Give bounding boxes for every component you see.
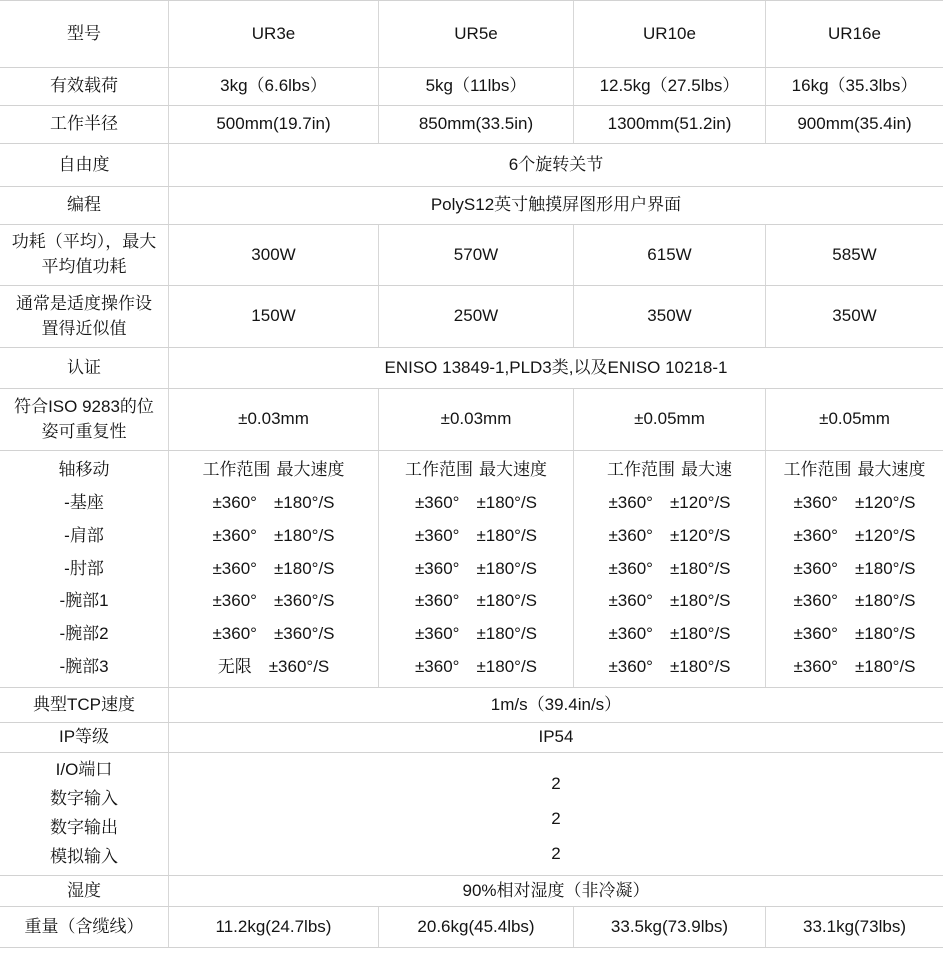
io-label: 数字输出 [50,818,118,838]
spec-value-merged: 90%相对湿度（非冷凝） [168,876,943,906]
row-label: 符合ISO 9283的位姿可重复性 [14,396,154,441]
spec-value: 300W [168,225,378,285]
row-label: 功耗（平均），最大平均值功耗 [11,232,157,276]
axis-column-ur3e [168,451,378,687]
spec-value: 900mm(35.4in) [765,106,943,143]
spec-value: 615W [573,225,765,285]
row-label: 认证 [67,357,101,377]
column-header-ur5e: UR5e [378,1,573,67]
axis-value-line: ±360° ±120°/S [608,525,731,545]
axis-value-line: ±360° ±120°/S [793,492,916,512]
spec-value: 12.5kg（27.5lbs） [573,68,765,105]
axis-value-line: 无限 ±360°/S [217,657,330,677]
io-value: 2 [551,808,561,828]
axis-value-line: 工作范围 最大速度 [202,460,345,480]
spec-value-merged: 6个旋转关节 [168,144,943,186]
header-row [0,1,943,68]
row-label: 自由度 [58,154,110,174]
axis-value-line: ±360° ±180°/S [608,591,731,611]
axis-value-line: ±360° ±120°/S [608,492,731,512]
axis-value-line: ±360° ±180°/S [414,525,538,545]
spec-value-merged: IP54 [168,723,943,752]
spec-value: 33.5kg(73.9lbs) [573,907,765,947]
spec-value: 350W [765,286,943,347]
axis-column-ur16e [765,451,943,687]
axis-column-ur5e [378,451,573,687]
table-row-ip-rating [0,723,943,753]
axis-value-line: ±360° ±180°/S [212,525,335,545]
io-value: 2 [551,773,561,793]
table-row-weight [0,907,943,948]
axis-value-line: 工作范围 最大速 [607,460,732,480]
table-row-humidity [0,876,943,907]
axis-value-line: 工作范围 最大速度 [405,460,547,480]
axis-label: 轴移动 [58,460,110,480]
axis-value-line: ±360° ±180°/S [793,624,916,644]
io-labels [0,753,168,875]
spec-value: ±0.03mm [168,389,378,450]
axis-value-line: ±360° ±180°/S [212,558,335,578]
table-row-axis-movement [0,451,943,688]
axis-label: -肘部 [64,558,104,578]
row-label: 编程 [67,195,101,215]
axis-value-line: ±360° ±180°/S [212,492,335,512]
column-header-ur10e: UR10e [573,1,765,67]
axis-column-ur10e [573,451,765,687]
table-row-tcp-speed [0,688,943,723]
row-label: 通常是适度操作设置得近似值 [16,293,152,338]
table-row-payload [0,68,943,106]
table-row-power-typical [0,286,943,348]
axis-value-line: ±360° ±180°/S [793,657,916,677]
spec-value: 3kg（6.6lbs） [168,68,378,105]
axis-value-line: ±360° ±180°/S [793,558,916,578]
row-label: 有效载荷 [50,76,118,96]
spec-value: 585W [765,225,943,285]
spec-value-merged: 1m/s（39.4in/s） [168,688,943,722]
spec-value: 5kg（11lbs） [378,68,573,105]
axis-label: -腕部3 [59,657,109,677]
io-label: 数字输入 [50,789,118,809]
io-values [168,753,943,875]
spec-value: 570W [378,225,573,285]
table-row-io-ports [0,753,943,876]
row-label: 湿度 [67,880,101,900]
column-header-ur3e: UR3e [168,1,378,67]
spec-value: 350W [573,286,765,347]
column-header-ur16e: UR16e [765,1,943,67]
table-row-programming [0,187,943,225]
table-row-power-max [0,225,943,286]
spec-value: 850mm(33.5in) [378,106,573,143]
row-label: IP等级 [58,727,110,747]
spec-value: 33.1kg(73lbs) [765,907,943,947]
table-row-repeatability [0,389,943,451]
axis-label: -腕部2 [59,624,109,644]
spec-value: 250W [378,286,573,347]
axis-label: -腕部1 [59,591,109,611]
axis-value-line: ±360° ±120°/S [793,525,916,545]
table-row-reach [0,106,943,144]
table-row-dof [0,144,943,187]
axis-value-line: ±360° ±360°/S [212,591,335,611]
axis-value-line: ±360° ±180°/S [414,591,538,611]
row-label: 典型TCP速度 [33,694,135,714]
axis-value-line: ±360° ±180°/S [414,624,538,644]
spec-value: 500mm(19.7in) [168,106,378,143]
axis-value-line: ±360° ±360°/S [212,624,335,644]
axis-value-line: ±360° ±180°/S [793,591,916,611]
axis-label: -肩部 [64,525,104,545]
spec-value: ±0.05mm [573,389,765,450]
io-label: 模拟输入 [50,847,118,867]
io-label: I/O端口 [55,760,113,780]
axis-value-line: ±360° ±180°/S [414,558,538,578]
axis-value-line: ±360° ±180°/S [608,657,731,677]
table-row-certification [0,348,943,389]
axis-labels [0,451,168,687]
spec-value: 20.6kg(45.4lbs) [378,907,573,947]
spec-value: 11.2kg(24.7lbs) [168,907,378,947]
axis-value-line: ±360° ±180°/S [608,558,731,578]
axis-value-line: 工作范围 最大速度 [783,460,926,480]
io-value: 2 [551,844,561,864]
axis-label: -基座 [64,492,104,512]
spec-value-merged: PolyS12英寸触摸屏图形用户界面 [168,187,943,224]
row-label: 工作半径 [50,114,118,134]
spec-value: 16kg（35.3lbs） [765,68,943,105]
spec-value: ±0.05mm [765,389,943,450]
axis-value-line: ±360° ±180°/S [414,492,538,512]
spec-value: 150W [168,286,378,347]
spec-value-merged: ENISO 13849-1,PLD3类,以及ENISO 10218-1 [168,348,943,388]
axis-value-line: ±360° ±180°/S [608,624,731,644]
column-header-model: 型号 [67,23,101,43]
row-label: 重量（含缆线） [24,916,144,936]
spec-value: ±0.03mm [378,389,573,450]
axis-value-line: ±360° ±180°/S [414,657,538,677]
spec-value: 1300mm(51.2in) [573,106,765,143]
